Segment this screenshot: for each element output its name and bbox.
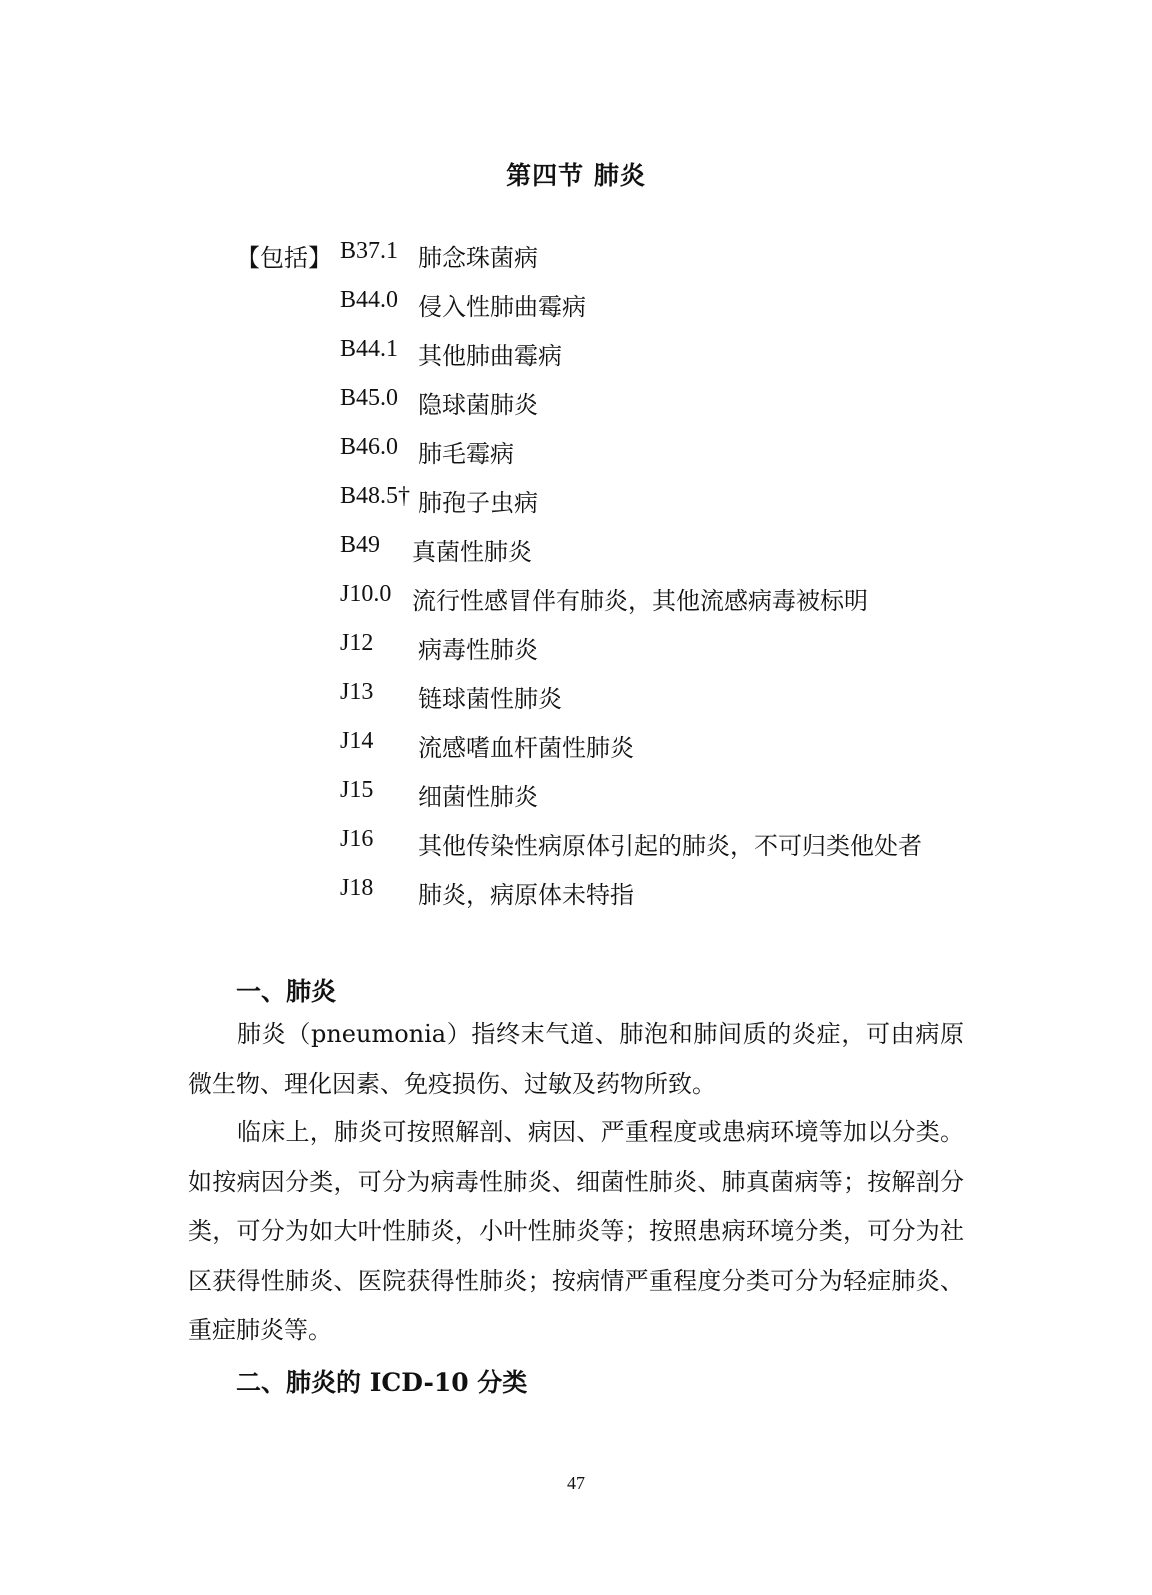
icd-code: J16	[340, 826, 374, 852]
section-heading: 二、肺炎的 ICD-10 分类	[236, 1368, 528, 1397]
disease-name: 细菌性肺炎	[418, 783, 538, 811]
includes-label: 【包括】	[236, 244, 332, 272]
icd-code: J10.0	[340, 581, 392, 607]
disease-name: 隐球菌肺炎	[418, 391, 538, 419]
icd-code: B37.1	[340, 238, 399, 264]
icd-code: B46.0	[340, 434, 399, 460]
icd-code: J12	[340, 630, 374, 656]
paragraph: 临床上，肺炎可按照解剖、病因、严重程度或患病环境等加以分类。如按病因分类，可分为病毒性肺炎、细菌性肺炎、肺真菌病等；按解剖分类，可分为如大叶性肺炎，小叶性肺炎等；按照患病环境分类，可分为社区获得性肺炎、医院获得性肺炎；按病情严重程度分类可分为轻症肺炎、重症肺炎等。	[188, 1118, 964, 1344]
disease-name: 流行性感冒伴有肺炎，其他流感病毒被标明	[412, 587, 868, 615]
icd-code: J18	[340, 875, 374, 901]
disease-name: 肺炎，病原体未特指	[418, 881, 634, 909]
disease-name: 肺毛霉病	[418, 440, 514, 468]
disease-name: 肺孢子虫病	[418, 489, 538, 517]
section-heading: 一、肺炎	[236, 977, 337, 1006]
paragraph: 肺炎（pneumonia）指终末气道、肺泡和肺间质的炎症，可由病原微生物、理化因素、免疫损伤、过敏及药物所致。	[188, 1020, 964, 1098]
page-number: 47	[567, 1473, 585, 1493]
icd-code: B44.0	[340, 287, 399, 313]
icd-code: J15	[340, 777, 374, 803]
disease-name: 其他传染性病原体引起的肺炎，不可归类他处者	[418, 832, 922, 860]
disease-name: 真菌性肺炎	[412, 538, 532, 566]
icd-code: B49	[340, 532, 381, 558]
disease-name: 肺念珠菌病	[418, 244, 538, 272]
disease-name: 病毒性肺炎	[418, 636, 538, 664]
disease-name: 流感嗜血杆菌性肺炎	[418, 734, 634, 762]
disease-name: 链球菌性肺炎	[418, 685, 562, 713]
disease-name: 侵入性肺曲霉病	[418, 293, 586, 321]
icd-code: J14	[340, 728, 374, 754]
icd-code: B48.5†	[340, 483, 411, 509]
icd-code: B45.0	[340, 385, 399, 411]
disease-name: 其他肺曲霉病	[418, 342, 562, 370]
section-title: 第四节 肺炎	[506, 161, 646, 190]
icd-code: B44.1	[340, 336, 399, 362]
icd-code: J13	[340, 679, 374, 705]
